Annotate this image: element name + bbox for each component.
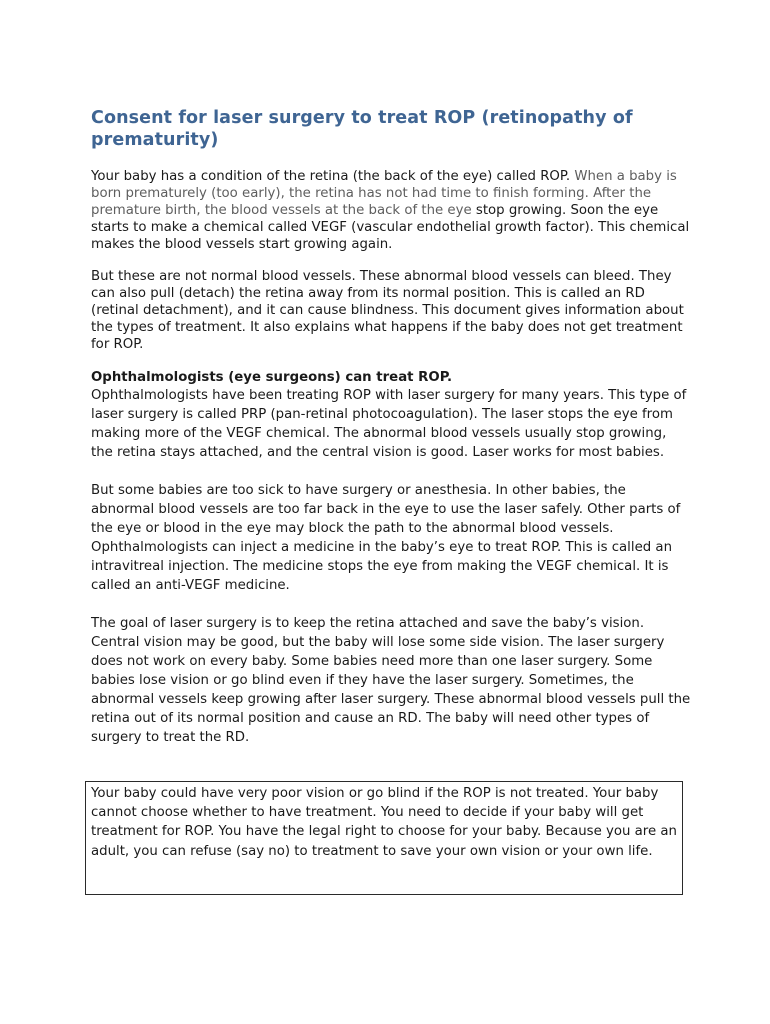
document-body — [91, 107, 691, 747]
notice-box — [85, 781, 683, 895]
section-heading: Ophthalmologists (eye surgeons) can treat ROP. — [91, 370, 453, 385]
goal-paragraph: The goal of laser surgery is to keep the retina attached and save the baby’s vision. Central vision may be good, but the baby will lose some side vision. The laser surgery does not work on every baby. Some babies need more than one laser surgery. Some babies lose vision or go blind even if they have the laser surgery. Sometimes, the abnormal vessels keep growing after laser surgery. These abnormal blood vessels pull the retina out of its normal position and cause an RD. The baby will need other types of surgery to treat the RD. — [91, 616, 691, 745]
intro-text-part3: stop growing. Soon the eye starts to make a chemical called VEGF (vascular endothelial growth factor). This chemical makes the blood vessels start growing again. — [91, 203, 690, 252]
intro-paragraph — [91, 168, 691, 253]
laser-paragraph: Ophthalmologists have been treating ROP with laser surgery for many years. This type of laser surgery is called PRP (pan-retinal photocoagulation). The laser stops the eye from making more of the VEGF chemical. The abnormal blood vessels usually stop growing, the retina stays attached, and the central vision is good. Laser works for most babies. — [91, 388, 687, 460]
intro-text-part1: Your baby has a condition of the retina (the back of the eye) called ROP. — [91, 169, 575, 184]
page-title: Consent for laser surgery to treat ROP (retinopathy of prematurity) — [91, 108, 633, 150]
intro-text-gray: When a baby is born prematurely (too early), the retina has not had time to finish forming. After the premature birth, the blood vessels at the back of the eye — [91, 169, 677, 218]
notice-text: Your baby could have very poor vision or go blind if the ROP is not treated. Your baby cannot choose whether to have treatment. You need to decide if your baby will get treatment for ROP. You have the legal right to choose for your baby. Because you are an adult, you can refuse (say no) to treatment to save your own vision or your own life. — [91, 786, 677, 859]
abnormal-vessels-paragraph: But these are not normal blood vessels. These abnormal blood vessels can bleed. They can also pull (detach) the retina away from its normal position. This is called an RD (retinal detachment), and it can cause blindness. This document gives information about the types of treatment. It also explains what happens if the baby does not get treatment for ROP. — [91, 269, 684, 352]
injection-paragraph: But some babies are too sick to have surgery or anesthesia. In other babies, the abnormal blood vessels are too far back in the eye to use the laser safely. Other parts of the eye or blood in the eye may block the path to the abnormal blood vessels. Ophthalmologists can inject a medicine in the baby’s eye to treat ROP. This is called an intravitreal injection. The medicine stops the eye from making the VEGF chemical. It is called an anti-VEGF medicine. — [91, 483, 681, 593]
